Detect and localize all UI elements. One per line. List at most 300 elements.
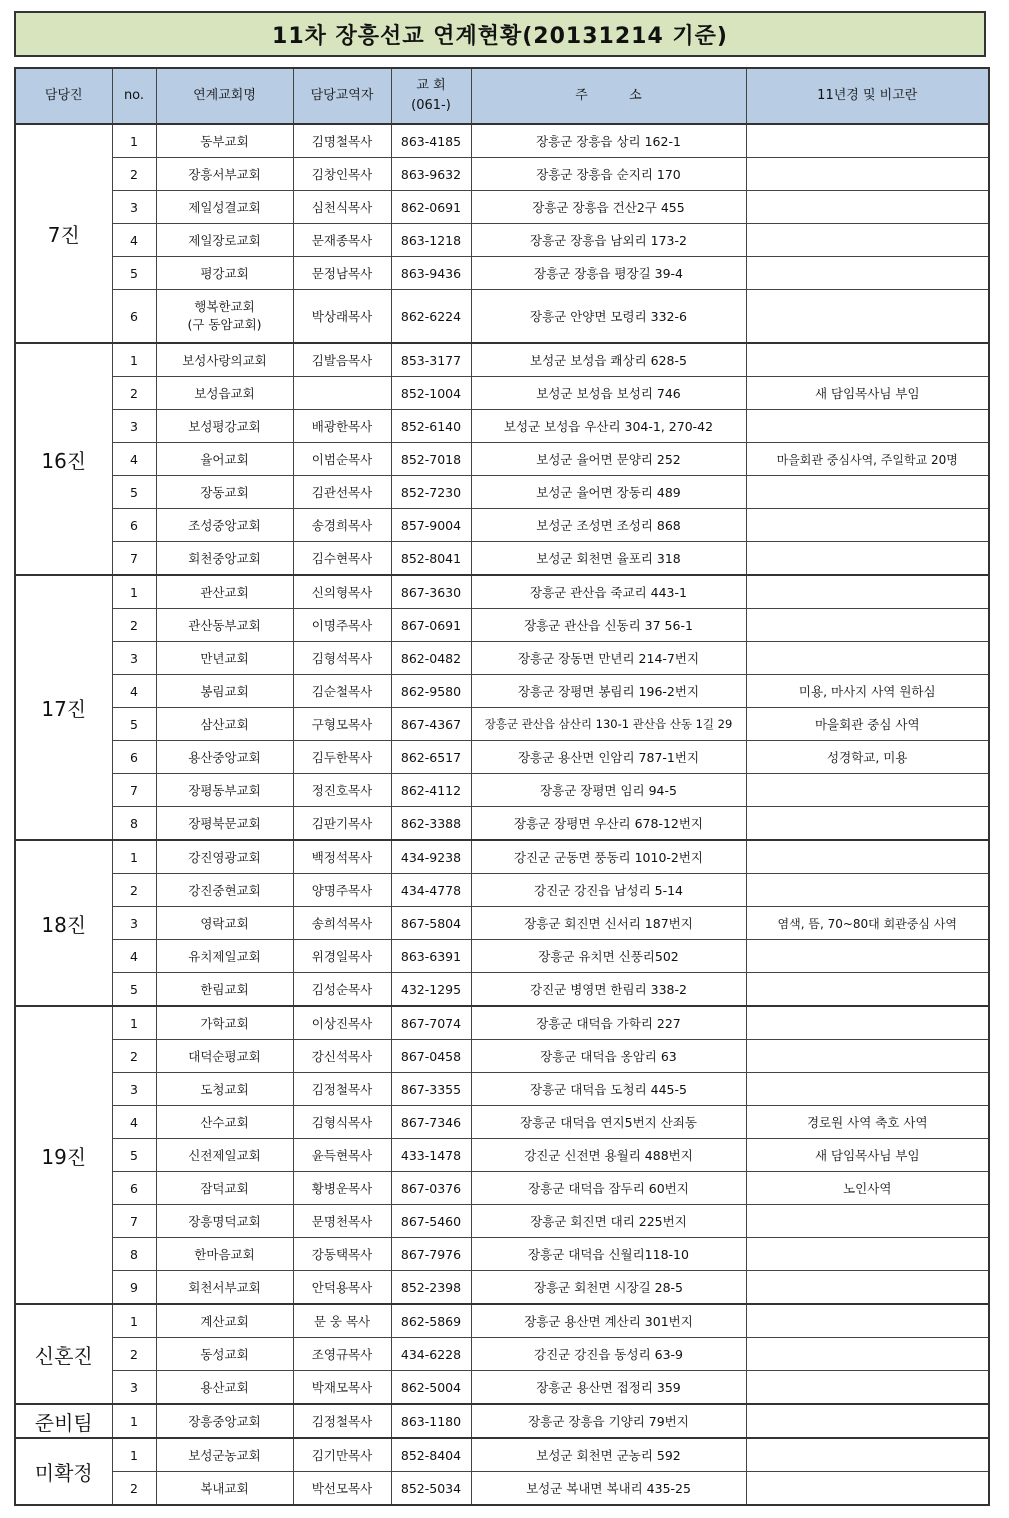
table-body	[15, 124, 989, 1505]
table-row	[15, 1438, 989, 1472]
note	[746, 542, 989, 576]
note	[746, 1438, 989, 1472]
pastor-name: 김성순목사	[293, 973, 391, 1007]
group-name: 16진	[15, 343, 112, 575]
pastor-name: 김정철목사	[293, 1404, 391, 1438]
phone-number: 867-0458	[391, 1040, 471, 1073]
church-name: 장동교회	[156, 476, 293, 509]
pastor-name: 강동택목사	[293, 1238, 391, 1271]
note	[746, 158, 989, 191]
church-name: 동부교회	[156, 124, 293, 158]
address: 보성군 회천면 군농리 592	[471, 1438, 746, 1472]
table-row	[15, 1238, 989, 1271]
note	[746, 343, 989, 377]
header-phone-label: 교 회	[416, 78, 446, 93]
row-number: 2	[112, 1040, 156, 1073]
address: 보성군 보성읍 우산리 304-1, 270-42	[471, 410, 746, 443]
note: 새 담임목사님 부임	[746, 1139, 989, 1172]
phone-number: 852-7230	[391, 476, 471, 509]
church-name: 봉림교회	[156, 675, 293, 708]
table-row	[15, 410, 989, 443]
pastor-name: 강신석목사	[293, 1040, 391, 1073]
phone-number: 852-2398	[391, 1271, 471, 1305]
row-number: 1	[112, 1438, 156, 1472]
pastor-name: 김기만목사	[293, 1438, 391, 1472]
phone-number: 863-1218	[391, 224, 471, 257]
pastor-name: 정진호목사	[293, 774, 391, 807]
phone-number: 862-0482	[391, 642, 471, 675]
table-row	[15, 1106, 989, 1139]
phone-number: 867-0691	[391, 609, 471, 642]
pastor-name: 김형석목사	[293, 642, 391, 675]
note	[746, 1271, 989, 1305]
phone-number: 867-3630	[391, 575, 471, 609]
table-row	[15, 642, 989, 675]
table-row	[15, 343, 989, 377]
address: 장흥군 장평면 임리 94-5	[471, 774, 746, 807]
note	[746, 840, 989, 874]
row-number: 4	[112, 940, 156, 973]
row-number: 1	[112, 124, 156, 158]
pastor-name: 문정남목사	[293, 257, 391, 290]
phone-number: 852-6140	[391, 410, 471, 443]
church-name: 도청교회	[156, 1073, 293, 1106]
phone-number: 867-5460	[391, 1205, 471, 1238]
row-number: 4	[112, 675, 156, 708]
note	[746, 1304, 989, 1338]
table-row	[15, 1040, 989, 1073]
church-name: 회천서부교회	[156, 1271, 293, 1305]
note	[746, 1404, 989, 1438]
phone-number: 862-5004	[391, 1371, 471, 1405]
note	[746, 807, 989, 841]
address: 장흥군 장흥읍 순지리 170	[471, 158, 746, 191]
church-name: 만년교회	[156, 642, 293, 675]
table-row	[15, 840, 989, 874]
header-address: 주 소	[471, 68, 746, 124]
row-number: 7	[112, 774, 156, 807]
table-row	[15, 675, 989, 708]
note	[746, 224, 989, 257]
note	[746, 476, 989, 509]
note	[746, 609, 989, 642]
address: 장흥군 장평면 우산리 678-12번지	[471, 807, 746, 841]
phone-number: 853-3177	[391, 343, 471, 377]
row-number: 3	[112, 410, 156, 443]
row-number: 4	[112, 443, 156, 476]
address: 장흥군 용산면 계산리 301번지	[471, 1304, 746, 1338]
church-name: 삼산교회	[156, 708, 293, 741]
row-number: 2	[112, 1472, 156, 1506]
table-row	[15, 609, 989, 642]
phone-number: 852-5034	[391, 1472, 471, 1506]
church-name: 동성교회	[156, 1338, 293, 1371]
church-name: 영락교회	[156, 907, 293, 940]
note: 새 담임목사님 부임	[746, 377, 989, 410]
church-name: 계산교회	[156, 1304, 293, 1338]
row-number: 1	[112, 575, 156, 609]
row-number: 1	[112, 1404, 156, 1438]
church-name: 율어교회	[156, 443, 293, 476]
table-row	[15, 1472, 989, 1506]
pastor-name: 이범순목사	[293, 443, 391, 476]
table-row	[15, 1338, 989, 1371]
note: 성경학교, 미용	[746, 741, 989, 774]
pastor-name: 백정석목사	[293, 840, 391, 874]
note	[746, 874, 989, 907]
phone-number: 863-1180	[391, 1404, 471, 1438]
row-number: 3	[112, 642, 156, 675]
church-table	[14, 67, 990, 1506]
note	[746, 124, 989, 158]
church-name: 잠덕교회	[156, 1172, 293, 1205]
address: 장흥군 대덕읍 연지5번지 산죄동	[471, 1106, 746, 1139]
church-name: 용산교회	[156, 1371, 293, 1405]
address: 장흥군 장흥읍 평장길 39-4	[471, 257, 746, 290]
church-name: 한림교회	[156, 973, 293, 1007]
table-row	[15, 940, 989, 973]
church-name: 강진중현교회	[156, 874, 293, 907]
church-name: 관산교회	[156, 575, 293, 609]
row-number: 1	[112, 1006, 156, 1040]
church-name: 장흥명덕교회	[156, 1205, 293, 1238]
church-name: 장흥중앙교회	[156, 1404, 293, 1438]
row-number: 1	[112, 840, 156, 874]
address: 장흥군 회진면 신서리 187번지	[471, 907, 746, 940]
phone-number: 867-3355	[391, 1073, 471, 1106]
table-row	[15, 542, 989, 576]
address: 보성군 보성읍 쾌상리 628-5	[471, 343, 746, 377]
address: 장흥군 대덕읍 신월리118-10	[471, 1238, 746, 1271]
address: 강진군 군동면 풍동리 1010-2번지	[471, 840, 746, 874]
table-row	[15, 708, 989, 741]
address: 강진군 병영면 한림리 338-2	[471, 973, 746, 1007]
table-row	[15, 443, 989, 476]
pastor-name: 양명주목사	[293, 874, 391, 907]
note	[746, 191, 989, 224]
address: 장흥군 대덕읍 가학리 227	[471, 1006, 746, 1040]
address: 장흥군 용산면 접정리 359	[471, 1371, 746, 1405]
pastor-name: 위경일목사	[293, 940, 391, 973]
church-name: 보성사랑의교회	[156, 343, 293, 377]
pastor-name: 김정철목사	[293, 1073, 391, 1106]
pastor-name: 박선모목사	[293, 1472, 391, 1506]
row-number: 2	[112, 874, 156, 907]
address: 장흥군 회천면 시장길 28-5	[471, 1271, 746, 1305]
pastor-name: 김두한목사	[293, 741, 391, 774]
church-name: 평강교회	[156, 257, 293, 290]
page-title: 11차 장흥선교 연계현황(20131214 기준)	[14, 11, 986, 57]
header-group: 담당진	[15, 68, 112, 124]
row-number: 3	[112, 1371, 156, 1405]
note	[746, 1040, 989, 1073]
row-number: 6	[112, 290, 156, 344]
address: 장흥군 관산읍 삼산리 130-1 관산읍 산동 1길 29	[471, 708, 746, 741]
note	[746, 1338, 989, 1371]
table-row	[15, 124, 989, 158]
header-pastor: 담당교역자	[293, 68, 391, 124]
table-row	[15, 509, 989, 542]
note: 마을회관 중심사역, 주일학교 20명	[746, 443, 989, 476]
phone-number: 862-0691	[391, 191, 471, 224]
note	[746, 1371, 989, 1405]
table-row	[15, 575, 989, 609]
address: 보성군 조성면 조성리 868	[471, 509, 746, 542]
note: 마을회관 중심 사역	[746, 708, 989, 741]
church-name: 대덕순평교회	[156, 1040, 293, 1073]
church-name: 강진영광교회	[156, 840, 293, 874]
address: 장흥군 관산읍 신동리 37 56-1	[471, 609, 746, 642]
header-note: 11년경 및 비고란	[746, 68, 989, 124]
phone-number: 862-3388	[391, 807, 471, 841]
pastor-name: 송희석목사	[293, 907, 391, 940]
pastor-name: 송경희목사	[293, 509, 391, 542]
table-row	[15, 874, 989, 907]
phone-number: 434-9238	[391, 840, 471, 874]
row-number: 9	[112, 1271, 156, 1305]
address: 장흥군 장흥읍 남외리 173-2	[471, 224, 746, 257]
row-number: 1	[112, 343, 156, 377]
phone-number: 862-4112	[391, 774, 471, 807]
pastor-name: 문 웅 목사	[293, 1304, 391, 1338]
header-phone	[391, 68, 471, 124]
phone-number: 867-5804	[391, 907, 471, 940]
table-row	[15, 1304, 989, 1338]
address: 장흥군 안양면 모령리 332-6	[471, 290, 746, 344]
phone-number: 867-0376	[391, 1172, 471, 1205]
table-row	[15, 807, 989, 841]
phone-number: 862-6517	[391, 741, 471, 774]
row-number: 5	[112, 708, 156, 741]
note	[746, 1472, 989, 1506]
table-row	[15, 1172, 989, 1205]
note	[746, 1238, 989, 1271]
row-number: 5	[112, 1139, 156, 1172]
group-name: 미확정	[15, 1438, 112, 1505]
row-number: 5	[112, 257, 156, 290]
table-row	[15, 191, 989, 224]
phone-number: 863-9632	[391, 158, 471, 191]
table-row	[15, 1371, 989, 1405]
pastor-name: 김수현목사	[293, 542, 391, 576]
church-name: 산수교회	[156, 1106, 293, 1139]
note: 노인사역	[746, 1172, 989, 1205]
church-name: 보성평강교회	[156, 410, 293, 443]
address: 강진군 강진읍 남성리 5-14	[471, 874, 746, 907]
phone-number: 862-9580	[391, 675, 471, 708]
note	[746, 940, 989, 973]
phone-number: 867-7346	[391, 1106, 471, 1139]
note	[746, 973, 989, 1007]
church-name: 보성군농교회	[156, 1438, 293, 1472]
pastor-name: 박재모목사	[293, 1371, 391, 1405]
pastor-name: 심천식목사	[293, 191, 391, 224]
church-name: 장평동부교회	[156, 774, 293, 807]
group-name: 18진	[15, 840, 112, 1006]
address: 보성군 율어면 문양리 252	[471, 443, 746, 476]
church-name: 복내교회	[156, 1472, 293, 1506]
phone-number: 432-1295	[391, 973, 471, 1007]
address: 장흥군 관산읍 죽교리 443-1	[471, 575, 746, 609]
group-name: 7진	[15, 124, 112, 343]
address: 장흥군 장흥읍 기양리 79번지	[471, 1404, 746, 1438]
phone-number: 867-7074	[391, 1006, 471, 1040]
phone-number: 863-4185	[391, 124, 471, 158]
church-name: 제일장로교회	[156, 224, 293, 257]
note	[746, 257, 989, 290]
row-number: 7	[112, 542, 156, 576]
header-no: no.	[112, 68, 156, 124]
row-number: 2	[112, 158, 156, 191]
header-phone-prefix: (061-)	[411, 98, 451, 113]
church-name: 장평북문교회	[156, 807, 293, 841]
church-name	[156, 290, 293, 344]
row-number: 3	[112, 907, 156, 940]
note	[746, 575, 989, 609]
address: 장흥군 유치면 신풍리502	[471, 940, 746, 973]
row-number: 6	[112, 1172, 156, 1205]
note	[746, 774, 989, 807]
church-name-line1: 행복한교회	[194, 299, 255, 314]
address: 장흥군 장흥읍 건산2구 455	[471, 191, 746, 224]
note	[746, 1006, 989, 1040]
pastor-name: 박상래목사	[293, 290, 391, 344]
church-name: 가학교회	[156, 1006, 293, 1040]
table-row	[15, 476, 989, 509]
phone-number: 863-9436	[391, 257, 471, 290]
table-row	[15, 1073, 989, 1106]
pastor-name: 문명천목사	[293, 1205, 391, 1238]
note: 염색, 뜸, 70~80대 회관중심 사역	[746, 907, 989, 940]
pastor-name: 윤득현목사	[293, 1139, 391, 1172]
pastor-name: 김명철목사	[293, 124, 391, 158]
church-name: 보성읍교회	[156, 377, 293, 410]
phone-number: 852-8404	[391, 1438, 471, 1472]
address: 강진군 강진읍 동성리 63-9	[471, 1338, 746, 1371]
table-row	[15, 290, 989, 344]
row-number: 8	[112, 1238, 156, 1271]
address: 장흥군 장동면 만년리 214-7번지	[471, 642, 746, 675]
pastor-name	[293, 377, 391, 410]
table-row	[15, 158, 989, 191]
pastor-name: 김관선목사	[293, 476, 391, 509]
table-row	[15, 1205, 989, 1238]
pastor-name: 김판기목사	[293, 807, 391, 841]
church-name: 신전제일교회	[156, 1139, 293, 1172]
header-church: 연계교회명	[156, 68, 293, 124]
row-number: 3	[112, 191, 156, 224]
note	[746, 290, 989, 344]
pastor-name: 김발음목사	[293, 343, 391, 377]
pastor-name: 신의형목사	[293, 575, 391, 609]
phone-number: 863-6391	[391, 940, 471, 973]
note	[746, 1205, 989, 1238]
church-name: 조성중앙교회	[156, 509, 293, 542]
group-name: 신혼진	[15, 1304, 112, 1404]
phone-number: 867-4367	[391, 708, 471, 741]
address: 장흥군 대덕읍 잠두리 60번지	[471, 1172, 746, 1205]
pastor-name: 배광한목사	[293, 410, 391, 443]
row-number: 2	[112, 377, 156, 410]
address: 장흥군 장흥읍 상리 162-1	[471, 124, 746, 158]
address: 보성군 회천면 율포리 318	[471, 542, 746, 576]
pastor-name: 이명주목사	[293, 609, 391, 642]
church-name-line2: (구 동암교회)	[187, 317, 262, 332]
table-row	[15, 1404, 989, 1438]
row-number: 3	[112, 1073, 156, 1106]
church-name: 한마음교회	[156, 1238, 293, 1271]
row-number: 8	[112, 807, 156, 841]
pastor-name: 황병운목사	[293, 1172, 391, 1205]
group-name: 19진	[15, 1006, 112, 1304]
phone-number: 857-9004	[391, 509, 471, 542]
note	[746, 1073, 989, 1106]
row-number: 4	[112, 224, 156, 257]
row-number: 6	[112, 509, 156, 542]
phone-number: 434-6228	[391, 1338, 471, 1371]
address: 장흥군 용산면 인암리 787-1번지	[471, 741, 746, 774]
church-name: 유치제일교회	[156, 940, 293, 973]
address: 장흥군 대덕읍 도청리 445-5	[471, 1073, 746, 1106]
church-name: 회천중앙교회	[156, 542, 293, 576]
church-name: 장흥서부교회	[156, 158, 293, 191]
pastor-name: 문재종목사	[293, 224, 391, 257]
church-name: 관산동부교회	[156, 609, 293, 642]
phone-number: 433-1478	[391, 1139, 471, 1172]
pastor-name: 김창인목사	[293, 158, 391, 191]
phone-number: 434-4778	[391, 874, 471, 907]
table-row	[15, 1006, 989, 1040]
row-number: 2	[112, 609, 156, 642]
row-number: 6	[112, 741, 156, 774]
address: 보성군 율어면 장동리 489	[471, 476, 746, 509]
row-number: 7	[112, 1205, 156, 1238]
pastor-name: 김형식목사	[293, 1106, 391, 1139]
table-row	[15, 224, 989, 257]
header-row	[15, 68, 989, 124]
phone-number: 862-6224	[391, 290, 471, 344]
table-row	[15, 1271, 989, 1305]
table-row	[15, 973, 989, 1007]
phone-number: 852-7018	[391, 443, 471, 476]
row-number: 4	[112, 1106, 156, 1139]
row-number: 1	[112, 1304, 156, 1338]
address: 보성군 보성읍 보성리 746	[471, 377, 746, 410]
address: 장흥군 회진면 대리 225번지	[471, 1205, 746, 1238]
table-row	[15, 774, 989, 807]
row-number: 2	[112, 1338, 156, 1371]
address: 장흥군 장평면 봉림리 196-2번지	[471, 675, 746, 708]
pastor-name: 김순철목사	[293, 675, 391, 708]
table-row	[15, 257, 989, 290]
pastor-name: 이상진목사	[293, 1006, 391, 1040]
table-row	[15, 1139, 989, 1172]
phone-number: 852-8041	[391, 542, 471, 576]
group-name: 준비팀	[15, 1404, 112, 1438]
pastor-name: 구형모목사	[293, 708, 391, 741]
address: 보성군 복내면 복내리 435-25	[471, 1472, 746, 1506]
phone-number: 867-7976	[391, 1238, 471, 1271]
address: 강진군 신전면 용월리 488번지	[471, 1139, 746, 1172]
table-row	[15, 377, 989, 410]
table-row	[15, 907, 989, 940]
note: 경로원 사역 축호 사역	[746, 1106, 989, 1139]
group-name: 17진	[15, 575, 112, 840]
church-name: 용산중앙교회	[156, 741, 293, 774]
row-number: 5	[112, 476, 156, 509]
address: 장흥군 대덕읍 옹암리 63	[471, 1040, 746, 1073]
church-name: 제일성결교회	[156, 191, 293, 224]
